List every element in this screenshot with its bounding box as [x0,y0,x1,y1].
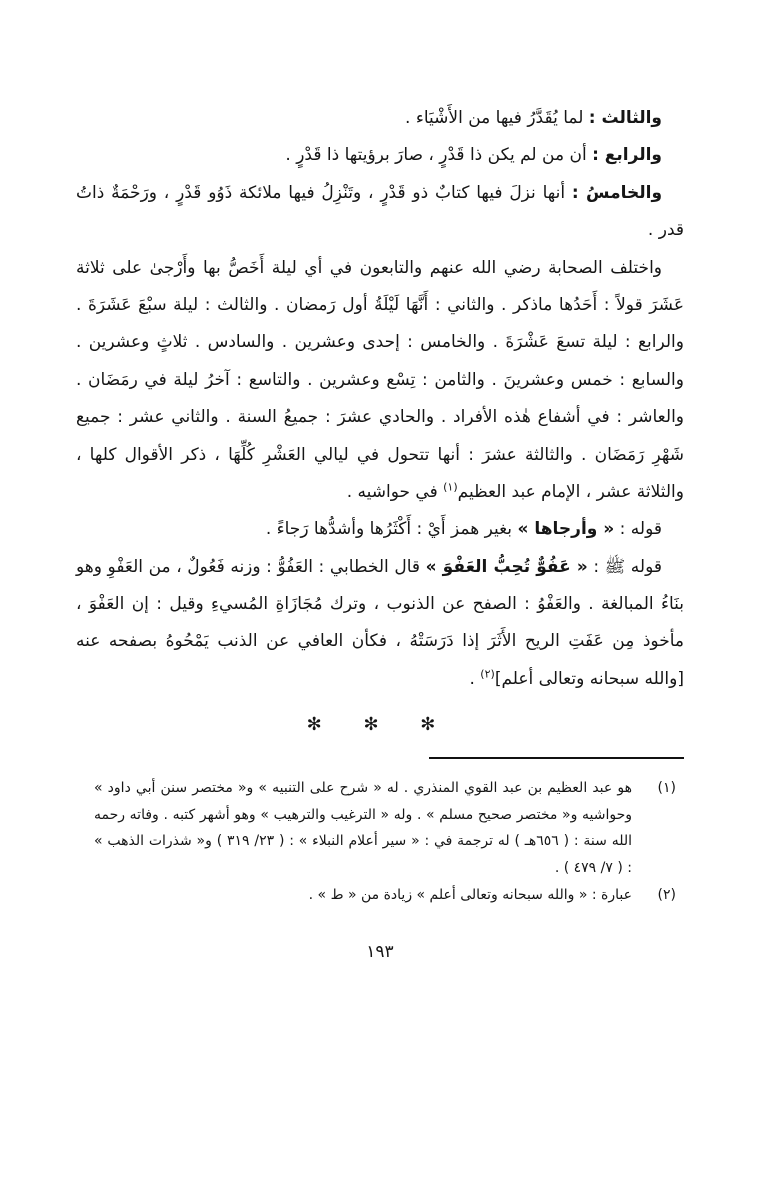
paragraph-third [76,100,684,137]
footnote-text: عبارة : « والله سبحانه وتعالى أعلم » زيادة من « ط » . [308,886,632,903]
paragraph-text: أن من لم يكن ذا قَدْرٍ ، صارَ برؤيتها ذا قَدْرٍ . [285,145,593,166]
body-text [76,100,684,698]
paragraph-text: أنها نزلَ فيها كتابٌ ذو قَدْرٍ ، وتَنْزِلُ فيها ملائكة ذَوُو قَدْرٍ ، ورَحْمَةٌ ذاتُ قدر . [76,182,684,241]
quoted-term: « عَفُوٌّ تُحِبُّ العَفْوَ » [425,556,588,577]
quoted-term: « وأرجاها » [517,519,615,540]
paragraph-fourth [76,137,684,174]
footnote-text: هو عبد العظيم بن عبد القوي المنذري . له « شرح على التنبيه » و« مختصر سنن أبي داود » وحواشيه و« مختصر صحيح مسلم » . وله « الترغيب والترهيب » وهو أشهر كتبه . وفاته رحمه الله سنة : ( ٦٥٦هـ ) له ترجمة في : « سير أعلام النبلاء » : ( ٢٣/ ٣١٩ ) و« شذرات الذهب » : ( ٧/ ٤٧٩ ) . [94,780,632,877]
footnote-1 [94,775,676,881]
paragraph-text: واختلف الصحابة رضي الله عنهم والتابعون في أي ليلة أَخَصُّ بها وأَرْجىٰ على ثلاثة عَشَرَ قولاً : أَحَدُها ماذكر . والثاني : أَنَّهَا لَيْلَةُ أول رَمضان . والثالث : ليلة سبْعَ عَشَرَةَ . والرابع : ليلة تسعَ عَشْرَةَ . والخامس : إحدى وعشرين . والسادس . ثلاثٍ وعشرين . والسابع : خمس وعشرينَ . والثامن : تِسْع وعشرين . والتاسع : آخرُ ليلة في رمَضَان . والعاشر : في أشفاع هٰذه الأفراد . والحادي عشرَ : جميعُ السنة . والثاني عشر : جميع شَهْرِ رَمَضَان . والثالثة عشرَ : أنها تتحول في ليالي العَشْرِ كُلِّهَا ، ذكر الأقوال كلها ، والثلاثة عشر ، الإمام عبد العظيم [76,257,684,502]
paragraph-text: لما يُقَدَّرُ فيها من الأَشْيَاء . [405,108,589,128]
paragraph-text: قوله : [614,519,662,540]
footnote-2 [94,882,676,909]
paragraph-lead: والخامسُ : [571,182,663,203]
paragraph-text: قوله ﷺ : [587,556,662,577]
footnote-number: (٢) [657,886,676,903]
paragraph-arjaha [76,511,684,548]
paragraph-lead: والثالث : [588,108,662,128]
paragraph-disagreement [76,250,684,512]
page-number: ١٩٣ [366,942,394,963]
footnotes [94,775,676,908]
paragraph-text: في حواشيه . [346,481,444,502]
paragraph-text: قال الخطابي : العَفُوُّ : وزنه فَعُولٌ ، من العَفْوِ وهو بنَاءُ المبالغة . والعَفْوُ : الصفح عن الذنوب ، وترك مُجَازَاةِ المُسيءِ وقيل : إن العَفْوَ ، مأخوذ مِن عَفَتِ الريح الأَثَرَ إذا دَرَسَتْهُ ، فكأن العافي عن الذنب يَمْحُوهُ بصفحه عنه [والله سبحانه وتعالى أعلم] [76,556,684,689]
paragraph-text: . [469,668,481,689]
footnote-marker-1: (١) [443,480,458,494]
footnote-divider [429,757,684,759]
section-ornament: ✻ ✻ ✻ [306,714,454,736]
footnote-number: (١) [657,780,676,797]
paragraph-fifth [76,175,684,250]
footnote-marker-2: (٢) [480,667,495,681]
paragraph-text: بغير همز أَيْ : أَكْثَرُها وأشدُّها رَجاءً . [265,519,518,540]
paragraph-lead: والرابع : [592,145,662,166]
paragraph-afuw [76,549,684,699]
